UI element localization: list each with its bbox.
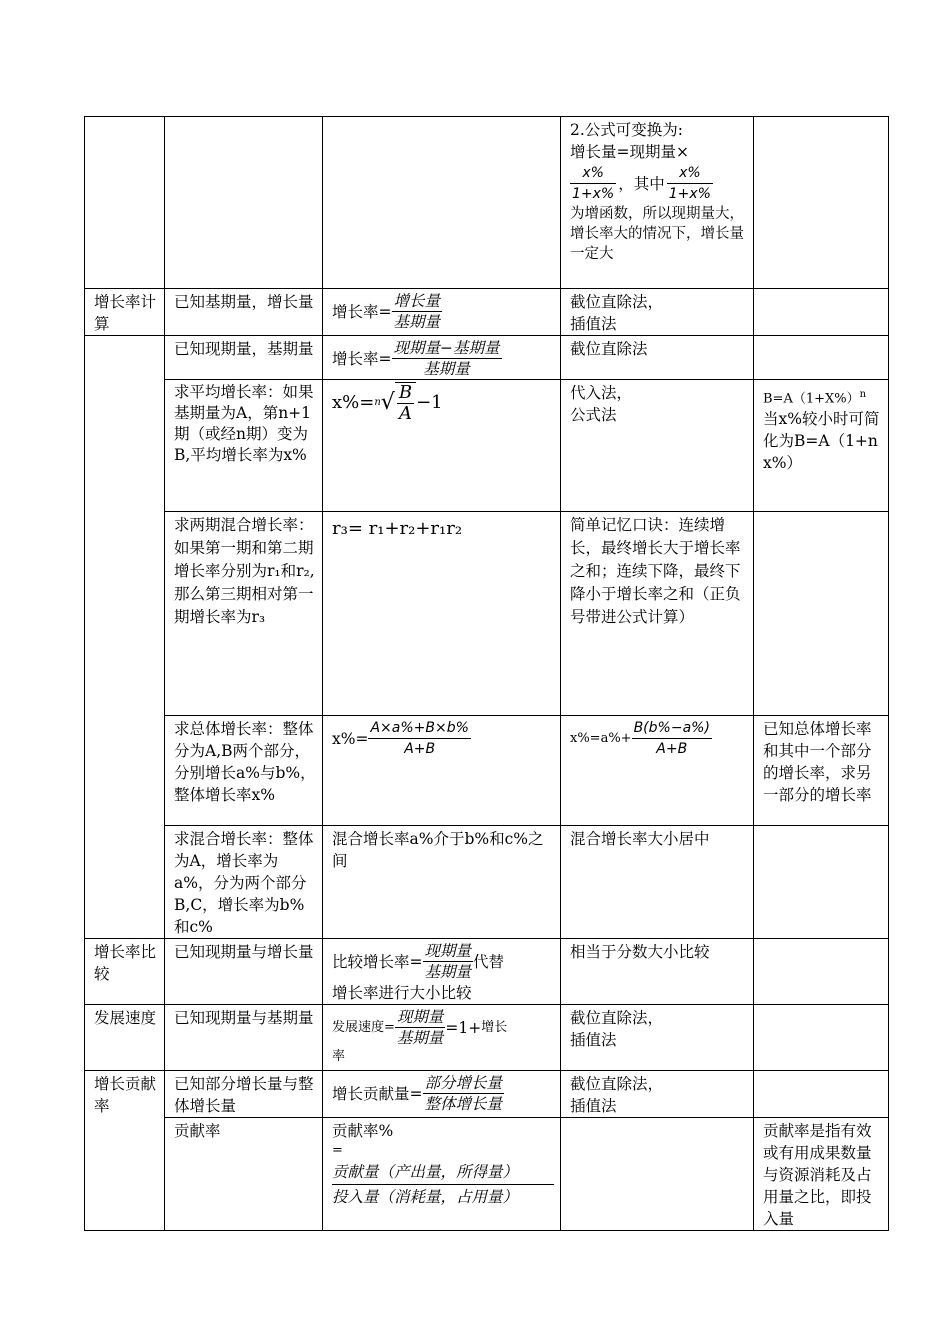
radical-sign: √: [380, 390, 395, 415]
method-text: 截位直除法， 插值法: [561, 1071, 754, 1118]
fraction-numerator: x%: [667, 163, 713, 184]
cell-merged: [85, 512, 165, 716]
fraction: [392, 338, 502, 379]
condition-text: 已知现期量与基期量: [165, 1005, 323, 1071]
cell-empty: [754, 289, 889, 336]
method-text: 简单记忆口诀：连续增长，最终增长大于增长率之和；连续下降，最终下降小于增长率之和（正负号带进公式计算）: [561, 512, 754, 716]
fraction-numerator: x%: [570, 163, 616, 184]
table-row: [85, 826, 889, 939]
formula-text: 增长率进行大小比较: [332, 984, 472, 1002]
table-row: [85, 1071, 889, 1118]
method-text: 截位直除法: [561, 336, 754, 380]
fraction-denominator: A: [398, 403, 412, 424]
condition-text: 已知部分增长量与整体增长量: [165, 1071, 323, 1118]
cell-merged: [85, 336, 165, 380]
cell-empty: [754, 1071, 889, 1118]
method-cell: [561, 716, 754, 826]
formula-cell: [323, 1005, 561, 1071]
condition-text: 求两期混合增长率：如果第一期和第二期增长率分别为r₁和r₂,那么第三期相对第一期增长率为r₃: [165, 512, 323, 716]
table-row: [85, 1118, 889, 1231]
cell-empty: [754, 512, 889, 716]
fraction-numerator: 现期量: [424, 942, 472, 960]
formula-suffix: −1: [416, 392, 443, 413]
formula-prefix: x%=: [332, 392, 375, 413]
formula-cell: [323, 289, 561, 336]
method-text: 相当于分数大小比较: [561, 939, 754, 1005]
formula-suffix: 代替: [473, 952, 505, 971]
condition-text: 求平均增长率：如果基期量为A，第n+1期（或经n期）变为B,平均增长率为x%: [165, 380, 323, 512]
remark-text: 当x%较小时可简化为B=A（1+nx%）: [763, 410, 880, 473]
formula-table: [84, 116, 889, 1231]
condition-text: 已知现期量与增长量: [165, 939, 323, 1005]
note-line: 2.公式可变换为:: [570, 121, 684, 139]
fraction: [395, 1007, 446, 1048]
condition-text: 贡献率: [165, 1118, 323, 1231]
cell-empty: [754, 117, 889, 289]
fraction-numerator: 现期量−基期量: [393, 339, 500, 357]
category-label: 增长率比较: [85, 939, 165, 1005]
fraction: [423, 1073, 505, 1114]
fraction: [392, 291, 443, 332]
fraction-numerator: 现期量: [396, 1008, 444, 1026]
fraction: [397, 383, 414, 424]
formula-suffix: =1+: [445, 1018, 482, 1037]
fraction-row: [570, 163, 747, 204]
fraction: [632, 718, 712, 759]
formula-text: 贡献率%: [332, 1122, 394, 1140]
fraction-denominator: 基期量: [424, 963, 472, 981]
method-text: 代入法， 公式法: [561, 380, 754, 512]
formula-prefix: 增长率=: [332, 302, 392, 321]
fraction-denominator: 1+x%: [668, 186, 711, 202]
radical: [374, 382, 416, 424]
formula-cell: [323, 716, 561, 826]
formula-cell: [323, 380, 561, 512]
fraction-denominator: 整体增长量: [424, 1095, 503, 1113]
cell-empty: [561, 1118, 754, 1231]
category-label: 增长率计算: [85, 289, 165, 336]
fraction: [667, 163, 713, 204]
formula-text: 增长: [481, 1019, 508, 1035]
fraction-denominator: 基期量: [393, 313, 441, 331]
method-text: 截位直除法， 插值法: [561, 1005, 754, 1071]
formula-cell: [323, 939, 561, 1005]
method-text: 混合增长率大小居中: [561, 826, 754, 939]
remark-text: 贡献率是指有效或有用成果数量与资源消耗及占用量之比，即投入量: [754, 1118, 889, 1231]
fraction-numerator: 部分增长量: [424, 1074, 503, 1092]
formula-text: =: [332, 1143, 343, 1158]
root-index: n: [374, 397, 381, 408]
cell-note: [561, 117, 754, 289]
table-row: [85, 336, 889, 380]
note-text: 为增函数，所以现期量大，增长率大的情况下，增长量一定大: [570, 206, 744, 262]
category-label: 增长贡献率: [85, 1071, 165, 1118]
remark-cell: [754, 380, 889, 512]
cell-empty: [754, 336, 889, 380]
formula-prefix: 增长贡献量=: [332, 1084, 423, 1103]
formula-text: 率: [332, 1049, 346, 1064]
fraction-denominator: A+B: [656, 741, 688, 757]
note-line: 增长量=现期量×: [570, 143, 689, 161]
formula-cell: [323, 1118, 561, 1231]
table-row: [85, 716, 889, 826]
cell-empty: [165, 117, 323, 289]
table-row: [85, 117, 889, 289]
fraction: [368, 718, 470, 759]
fraction-denominator: 投入量（消耗量，占用量）: [332, 1188, 519, 1206]
fraction-denominator: 基期量: [396, 1029, 444, 1047]
cell-merged: [85, 1118, 165, 1231]
fraction: [570, 163, 616, 204]
fraction-numerator: 贡献量（产出量，所得量）: [332, 1160, 554, 1185]
cell-empty: [85, 117, 165, 289]
cell-merged: [85, 380, 165, 512]
remark-text: B=A（1+X%）: [763, 391, 860, 407]
cell-empty: [754, 1005, 889, 1071]
cell-merged: [85, 716, 165, 826]
fraction-numerator: B(b%−a%): [632, 718, 712, 739]
formula-cell: [323, 1071, 561, 1118]
fraction-numerator: A×a%+B×b%: [368, 718, 470, 739]
fraction-numerator: B: [398, 382, 413, 403]
cell-empty: [754, 826, 889, 939]
fraction-denominator: 1+x%: [572, 186, 615, 202]
formula-prefix: 比较增长率=: [332, 952, 423, 971]
cell-empty: [323, 117, 561, 289]
table-row: [85, 512, 889, 716]
condition-text: 已知基期量，增长量: [165, 289, 323, 336]
table-row: [85, 289, 889, 336]
fraction: [423, 941, 474, 982]
condition-text: 求总体增长率：整体分为A,B两个部分，分别增长a%与b%，整体增长率x%: [165, 716, 323, 826]
formula-prefix: x%=: [332, 729, 369, 748]
cell-empty: [754, 939, 889, 1005]
category-label: 发展速度: [85, 1005, 165, 1071]
fraction-denominator: A+B: [404, 741, 436, 757]
remark-superscript: n: [859, 389, 867, 400]
formula-cell: 混合增长率a%介于b%和c%之间: [323, 826, 561, 939]
formula-prefix: 增长率=: [332, 349, 392, 368]
cell-merged: [85, 826, 165, 939]
fraction-denominator: 基期量: [423, 360, 470, 378]
condition-text: 已知现期量，基期量: [165, 336, 323, 380]
formula-prefix: 发展速度=: [332, 1019, 395, 1035]
fraction-numerator: 增长量: [393, 292, 441, 310]
remark-text: 已知总体增长率和其中一个部分的增长率，求另一部分的增长率: [754, 716, 889, 826]
table-row: [85, 1005, 889, 1071]
note-text: ，其中: [618, 174, 665, 193]
condition-text: 求混合增长率：整体为A，增长率为a%，分为两个部分B,C，增长率为b%和c%: [165, 826, 323, 939]
formula-prefix: x%=a%+: [570, 730, 632, 746]
table-row: [85, 939, 889, 1005]
formula-cell: [323, 336, 561, 380]
method-text: 截位直除法， 插值法: [561, 289, 754, 336]
table-row: [85, 380, 889, 512]
formula-cell: r₃= r₁+r₂+r₁r₂: [323, 512, 561, 716]
